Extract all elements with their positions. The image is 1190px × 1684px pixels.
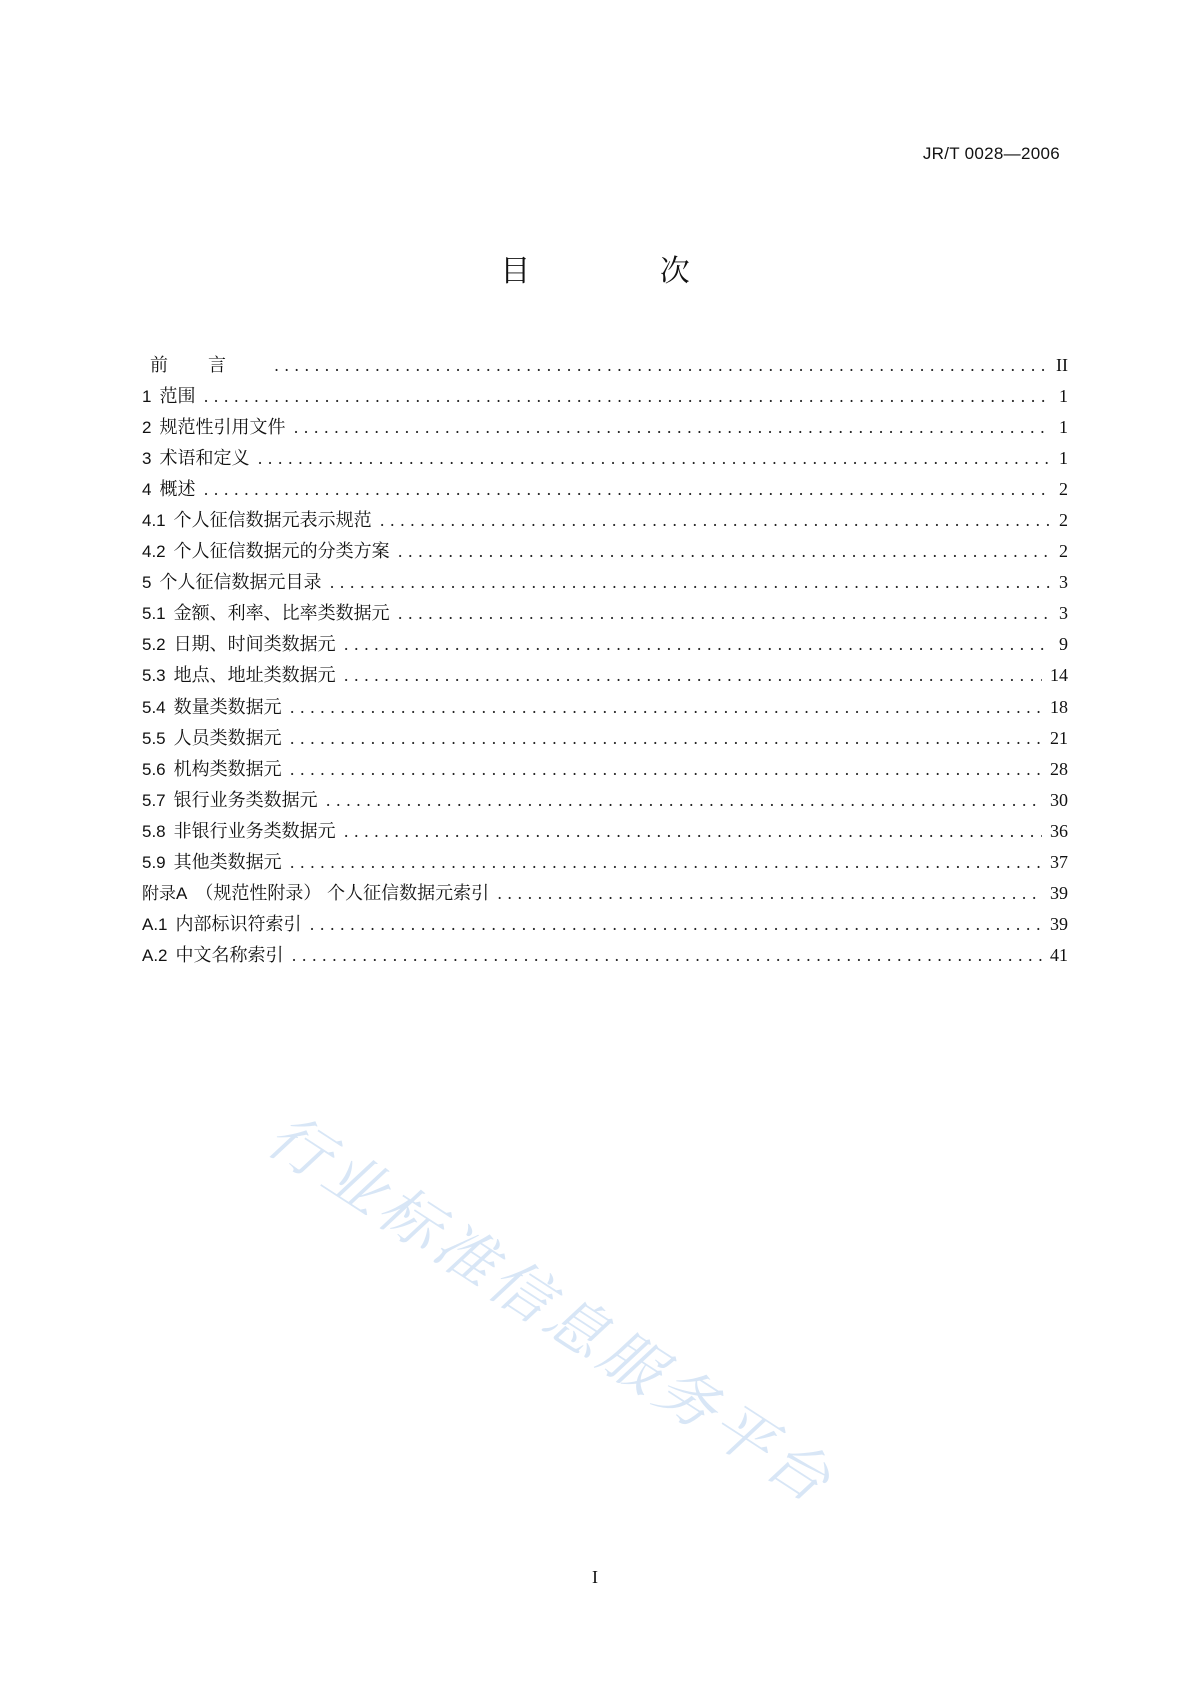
toc-entry[interactable] [142,629,1068,660]
toc-entry[interactable] [142,443,1068,474]
toc-entry[interactable] [142,567,1068,598]
toc-entry[interactable] [142,660,1068,691]
toc-entry[interactable] [142,381,1068,412]
toc-entry-label: 日期、时间类数据元 [173,634,336,656]
toc-leader-dots [344,660,1042,691]
toc-entry[interactable] [142,785,1068,816]
toc-entry-label: 中文名称索引 [175,944,284,966]
toc-entry-label: 银行业务类数据元 [173,789,318,811]
toc-entry[interactable] [142,754,1068,785]
toc-entry-page: 14 [1050,665,1068,686]
toc-leader-dots [329,567,1050,598]
toc-entry-number: 5.2 [142,635,166,655]
toc-entry-page: 2 [1059,541,1068,562]
toc-entry-label: 术语和定义 [159,448,250,470]
toc-leader-dots [326,785,1042,816]
toc-entry-label: 数量类数据元 [173,696,282,718]
toc-entry-page: 3 [1059,603,1068,624]
toc-entry-page: 18 [1050,696,1068,717]
toc-entry-number: 3 [142,449,152,469]
toc-entry[interactable] [142,847,1068,878]
toc-entry-number: 5.8 [142,821,166,841]
table-of-contents [142,350,1068,971]
toc-leader-dots [292,940,1042,971]
toc-entry-label: 范围 [159,386,196,408]
toc-entry[interactable] [142,692,1068,723]
toc-leader-dots [398,536,1050,567]
toc-entry[interactable] [142,536,1068,567]
toc-entry[interactable] [142,940,1068,971]
toc-entry-label: 人员类数据元 [173,727,282,749]
toc-entry-label: 规范性引用文件 [159,417,286,439]
toc-leader-dots [344,816,1042,847]
toc-entry-page: 2 [1059,510,1068,531]
toc-entry-number: 5.5 [142,728,166,748]
watermark: 行业标准信息服务平台 [254,1100,847,1520]
toc-entry-number: 5.6 [142,759,166,779]
toc-entry-number: 5.3 [142,666,166,686]
toc-leader-dots [344,629,1050,660]
toc-entry-page: 1 [1059,386,1068,407]
toc-leader-dots [290,847,1042,878]
toc-entry[interactable] [142,816,1068,847]
toc-entry-page: 39 [1050,913,1068,934]
toc-entry-page: 28 [1050,758,1068,779]
toc-leader-dots [293,412,1050,443]
toc-entry-page: 1 [1059,448,1068,469]
toc-leader-dots [497,878,1042,909]
toc-leader-dots [203,474,1050,505]
toc-entry-label: （规范性附录） 个人征信数据元索引 [195,882,490,904]
toc-entry-page: 30 [1050,789,1068,810]
toc-entry[interactable] [142,474,1068,505]
toc-entry-page: 41 [1050,944,1068,965]
toc-entry-label: 内部标识符索引 [175,913,302,935]
toc-entry-label: 非银行业务类数据元 [173,820,336,842]
toc-leader-dots [274,350,1048,381]
toc-entry[interactable] [142,598,1068,629]
page-title: 目 次 [500,254,750,289]
toc-entry-page: 9 [1059,634,1068,655]
toc-entry-number: 5.1 [142,604,166,624]
toc-entry-page: 36 [1050,820,1068,841]
toc-entry-label: 机构类数据元 [173,758,282,780]
toc-entry-page: 37 [1050,851,1068,872]
toc-entry-number: A.1 [142,914,168,934]
toc-leader-dots [290,723,1042,754]
toc-entry-number: 5.4 [142,697,166,717]
toc-entry-page: 39 [1050,882,1068,903]
toc-entry[interactable] [142,723,1068,754]
toc-leader-dots [290,692,1042,723]
toc-entry-number: 1 [142,387,152,407]
page-number: I [592,1567,598,1587]
toc-entry-label: 地点、地址类数据元 [173,665,336,687]
toc-leader-dots [380,505,1050,536]
toc-entry-page: 2 [1059,479,1068,500]
toc-entry-label: 其他类数据元 [173,851,282,873]
toc-entry-label: 个人征信数据元表示规范 [173,510,372,532]
toc-entry-page: 21 [1050,727,1068,748]
toc-entry-page: II [1056,355,1068,375]
toc-leader-dots [290,754,1042,785]
toc-entry-number: 5 [142,573,152,593]
toc-entry-page: 3 [1059,572,1068,593]
toc-entry-label: 前言 [150,355,266,376]
toc-entry[interactable] [142,505,1068,536]
toc-entry-number: 4.2 [142,542,166,562]
toc-entry[interactable] [142,909,1068,940]
toc-entry[interactable] [142,412,1068,443]
toc-entry-number: 5.7 [142,790,166,810]
toc-entry-label: 个人征信数据元的分类方案 [173,541,390,563]
toc-leader-dots [257,443,1050,474]
document-code: JR/T 0028—2006 [922,144,1060,163]
toc-entry-label: 概述 [159,479,196,501]
toc-leader-dots [398,598,1050,629]
toc-entry[interactable] [142,878,1068,909]
toc-entry-page: 1 [1059,417,1068,438]
toc-entry-label: 金额、利率、比率类数据元 [173,603,390,625]
toc-entry[interactable] [142,350,1068,381]
toc-leader-dots [310,909,1042,940]
toc-entry-number: 附录A [142,883,188,903]
toc-entry-number: 2 [142,418,152,438]
toc-entry-label: 个人征信数据元目录 [159,572,322,594]
toc-leader-dots [203,381,1050,412]
toc-entry-number: 4.1 [142,511,166,531]
toc-entry-number: A.2 [142,945,168,965]
toc-entry-number: 5.9 [142,852,166,872]
toc-entry-number: 4 [142,480,152,500]
